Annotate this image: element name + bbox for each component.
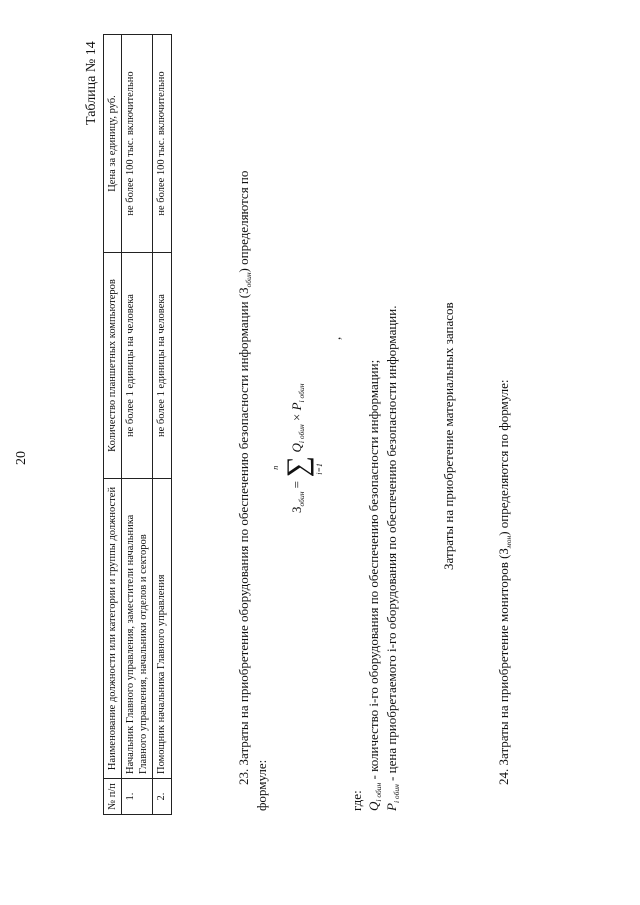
header-price: Цена за единицу, руб.: [104, 35, 122, 253]
item-23-paragraph: [235, 171, 257, 785]
row-position: Помощник начальника Главного управления: [153, 479, 171, 779]
header-num: № п/п: [104, 779, 122, 815]
item-24-paragraph: 24. Затраты на приобретение мониторов $(З_{мон})$ определяются по формуле:: [496, 379, 513, 785]
header-position: Наименование должности или категории и группы должностей: [104, 479, 122, 779]
row-price: не более 100 тыс. включительно: [122, 35, 153, 253]
formula-equipment-costs: $З_{обин}$ = n ∑ i=1 $Q_{i обин} \times P_{i обин}$: [271, 383, 324, 513]
table-row: [122, 35, 153, 815]
formula-comma: ,: [328, 336, 343, 340]
where-line-q: $Q_{i обин}$ - количество i-го оборудования по обеспечению безопасности информации;: [366, 359, 383, 811]
table-row: [153, 35, 171, 815]
page-number: 20: [14, 451, 29, 465]
row-qty: не более 1 единицы на человека: [122, 253, 153, 479]
where-line-p: $P_{i обин}$ - цена приобретаемого i-го оборудования по обеспечению безопасности информации.: [384, 305, 401, 811]
header-qty: Количество планшетных компьютеров: [104, 253, 122, 479]
item-23-symbol: $З_{обин}$: [236, 272, 253, 294]
row-num: 2.: [153, 779, 171, 815]
row-position: Начальник Главного управления, заместители начальника Главного управления, начальники отделов и секторов: [122, 479, 153, 779]
where-label: где:: [349, 790, 364, 811]
table-header-row: [104, 35, 122, 815]
item-24-symbol: $З_{мон}$: [496, 535, 513, 555]
row-num: 1.: [122, 779, 153, 815]
item-23-text-end: ) определяются по: [236, 170, 251, 273]
row-price: не более 100 тыс. включительно: [153, 35, 171, 253]
item-23-line2: формуле:: [254, 759, 269, 811]
item-23-text: 23. Затраты на приобретение оборудования по обеспечению безопасности информации (: [236, 293, 251, 785]
row-qty: не более 1 единицы на человека: [153, 253, 171, 479]
section-heading: Затраты на приобретение материальных запасов: [441, 302, 456, 570]
sum-operator: n ∑ i=1: [271, 456, 324, 478]
table-title: Таблица № 14: [84, 41, 99, 125]
tablet-cost-table: [103, 34, 172, 815]
